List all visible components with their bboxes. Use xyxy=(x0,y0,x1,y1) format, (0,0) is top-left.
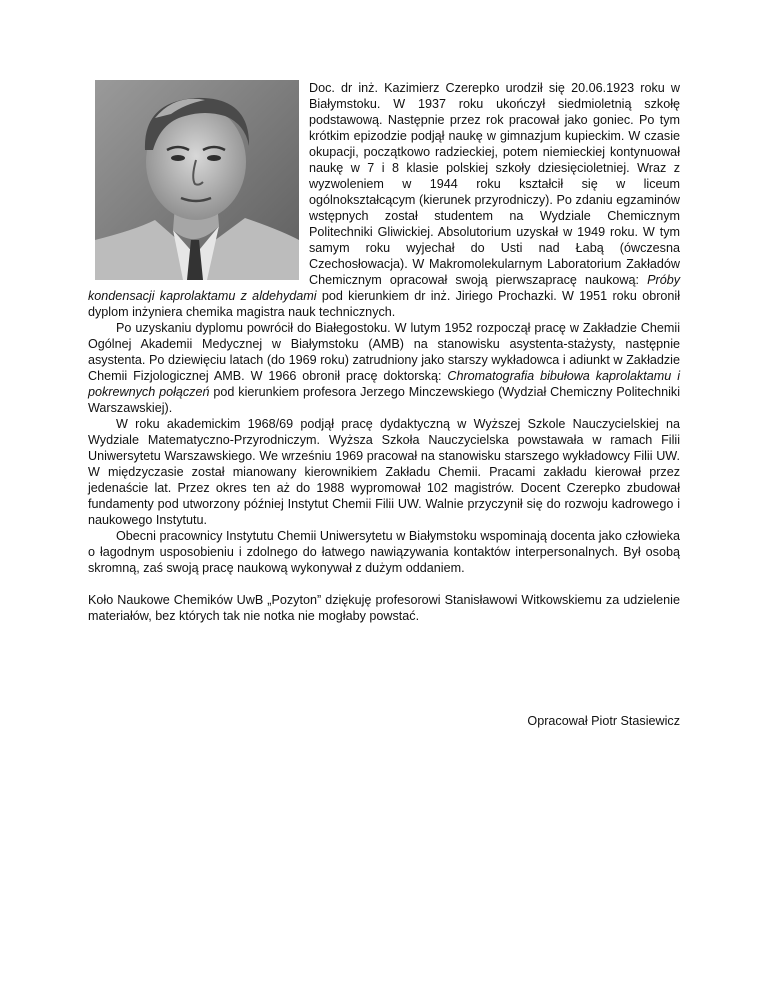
thesis-title: Próby kondensacji kaprolaktamu z aldehydami xyxy=(88,273,680,303)
paragraph-acknowledgement: Koło Naukowe Chemików UwB „Pozyton” dziękuję profesorowi Stanisławowi Witkowskiemu za udzielenie materiałów, bez których tak nie notka nie mogłaby powstać. xyxy=(88,593,680,623)
paragraph-memories: Obecni pracownicy Instytutu Chemii Uniwersytetu w Białymstoku wspominają docenta jako człowieka o łagodnym usposobieniu i zdolnego do łatwego nawiązywania kontaktów interpersonalnych. Był osobą skromną, zaś swoją pracę naukową wykonywał z dużym oddaniem. xyxy=(88,529,680,575)
document-body xyxy=(88,80,680,624)
paragraph-text: pod kierunkiem profesora Jerzego Minczewskiego (Wydział Chemiczny Politechniki Warszawskiej). xyxy=(88,385,680,415)
paragraph-text: Doc. dr inż. Kazimierz Czerepko urodził się 20.06.1923 roku w Białymstoku. W 1937 roku ukończył siedmioletnią szkołę podstawową. Następnie przez rok pracował jako goniec. Po tym krótkim epizodzie podjął naukę w gimnazjum kupieckim. W czasie okupacji, początkowo radzieckiej, potem niemieckiej kontynuował naukę w 7 i 8 klasie polskiej szkoły dziesięcioletniej. Wraz z wyzwoleniem w 1944 roku kształcił się w liceum ogólnokształcącym (kierunek przyrodniczy). Po zdaniu egzaminów wstępnych został studentem na Wydziale Chemicznym Politechniki Gliwickiej. Absolutorium uzyskał w 1949 roku. W tym samym roku wyjechał do Usti nad Łabą (ówczesna Czechosłowacja). W Makromolekularnym Laboratorium Zakładów Chemicznym opracował swoją pierwszapracę naukową: xyxy=(309,81,680,287)
paragraph-text: pod kierunkiem dr inż. Jiriego Prochazki. W 1951 roku obronił dyplom inżyniera chemika magistra nauk technicznych. xyxy=(88,289,681,319)
author-signature: Opracował Piotr Stasiewicz xyxy=(527,714,680,728)
doctoral-thesis-title: Chromatografia bibułowa kaprolaktamu i pokrewnych połączeń xyxy=(88,369,680,399)
paragraph-teaching: W roku akademickim 1968/69 podjął pracę dydaktyczną w Wyższej Szkole Nauczycielskiej na Wydziale Matematyczno-Przyrodniczym. Wyższa Szkoła Nauczycielska powstawała w ramach Filii Uniwersytetu Warszawskiego. We wrześniu 1969 pracował na stanowisku starszego wykładowcy Filii UW. W międzyczasie został mianowany kierownikiem Zakładu Chemii. Pracami zakładu kierował przez jedenaście lat. Przez okres ten aż do 1988 wypromował 102 magistrów. Docent Czerepko zbudował fundamenty pod utworzony później Instytut Chemii Filii UW. Walnie przyczynił się do rozwoju kadrowego i naukowego Instytutu. xyxy=(88,417,680,527)
portrait-photo xyxy=(95,80,299,280)
paragraph-career xyxy=(88,320,680,416)
portrait-photo-icon xyxy=(95,80,299,280)
paragraph-text: Po uzyskaniu dyplomu powrócił do Białegostoku. W lutym 1952 rozpoczął pracę w Zakładzie Chemii Ogólnej Akademii Medycznej w Białymstoku (AMB) na stanowisku asystenta-stażysty, następnie asystenta. Po dziewięciu latach (do 1969 roku) zatrudniony jako starszy wykładowca i adiunkt w Zakładzie Chemii Fizjologicznej AMB. W 1966 obronił pracę doktorską: xyxy=(88,321,680,383)
